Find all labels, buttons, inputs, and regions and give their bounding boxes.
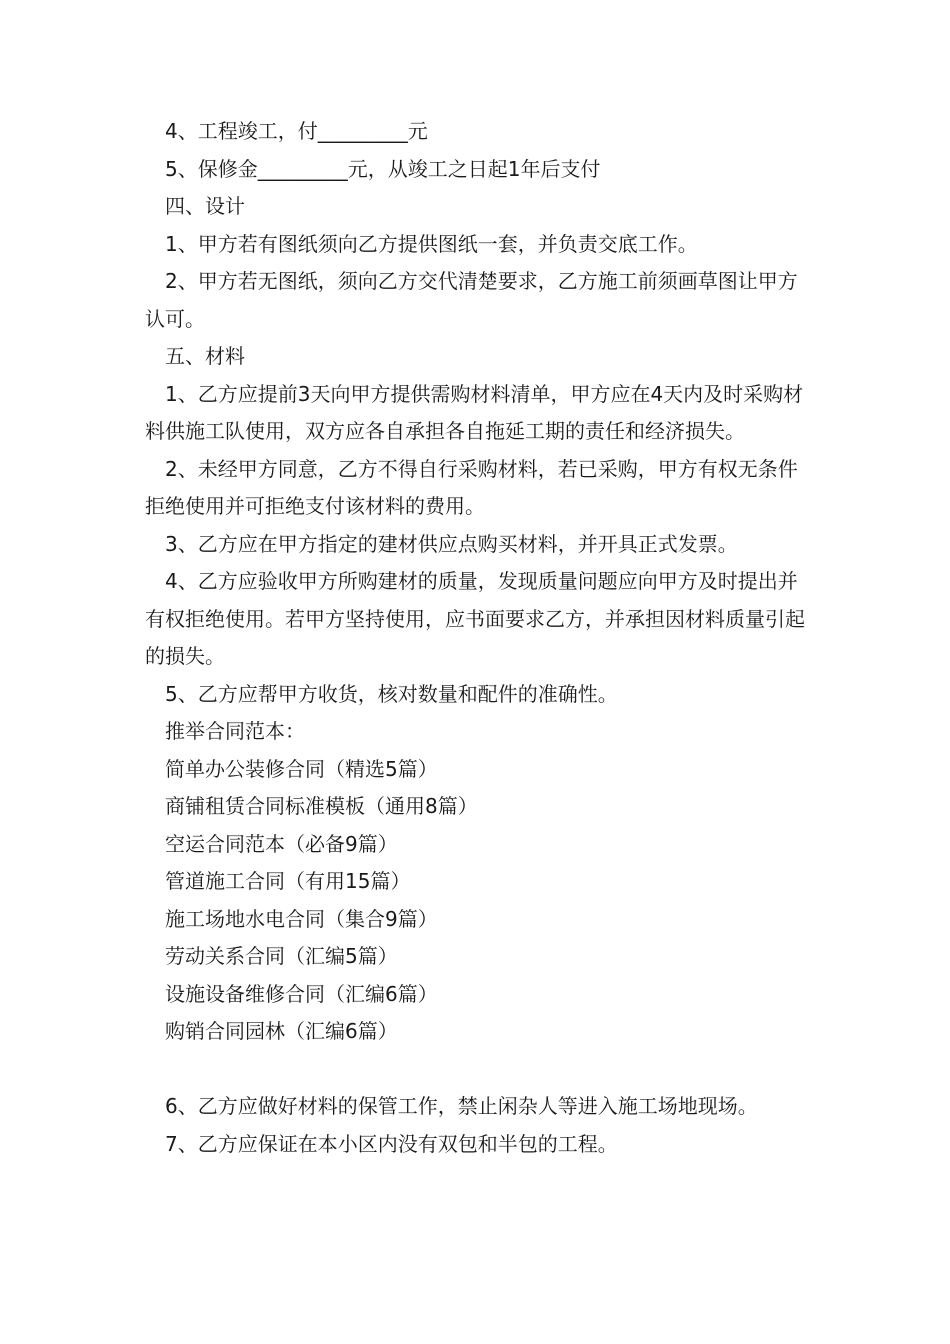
document-body [145,113,815,1163]
clause-4-completion-payment: 4、工程竣工，付_________元 [165,119,428,143]
recommended-template-link[interactable]: 劳动关系合同（汇编5篇） [165,944,398,968]
section-heading-design: 四、设计 [165,194,245,218]
materials-clause-4: 4、乙方应验收甲方所购建材的质量，发现质量问题应向甲方及时提出并有权拒绝使用。若甲方坚持使用，应书面要求乙方，并承担因材料质量引起的损失。 [145,569,805,668]
clause-5-warranty-deposit: 5、保修金_________元，从竣工之日起1年后支付 [165,156,601,181]
recommended-template-link[interactable]: 设施设备维修合同（汇编6篇） [165,981,438,1006]
recommended-template-link[interactable]: 简单办公装修合同（精选5篇） [165,756,438,781]
design-clause-1: 1、甲方若有图纸须向乙方提供图纸一套，并负责交底工作。 [165,231,698,256]
materials-clause-5: 5、乙方应帮甲方收货，核对数量和配件的准确性。 [165,681,618,706]
recommended-template-link[interactable]: 施工场地水电合同（集合9篇） [165,906,438,931]
recommended-template-link[interactable]: 商铺租赁合同标准模板（通用8篇） [165,794,478,818]
design-clause-2: 2、甲方若无图纸，须向乙方交代清楚要求，乙方施工前须画草图让甲方认可。 [145,269,798,331]
materials-clause-2: 2、未经甲方同意，乙方不得自行采购材料，若已采购，甲方有权无条件拒绝使用并可拒绝支付该材料的费用。 [145,456,798,518]
materials-clause-3: 3、乙方应在甲方指定的建材供应点购买材料，并开具正式发票。 [165,531,738,556]
section-heading-materials: 五、材料 [165,344,245,368]
materials-clause-6: 6、乙方应做好材料的保管工作，禁止闲杂人等进入施工场地现场。 [165,1094,758,1118]
materials-clause-7: 7、乙方应保证在本小区内没有双包和半包的工程。 [165,1131,618,1156]
recommended-templates-heading: 推举合同范本： [165,719,305,743]
materials-clause-1: 1、乙方应提前3天向甲方提供需购材料清单，甲方应在4天内及时采购材料供施工队使用，双方应各自承担各自拖延工期的责任和经济损失。 [145,381,804,443]
paragraph-spacer [145,1051,815,1089]
recommended-template-link[interactable]: 空运合同范本（必备9篇） [165,831,398,856]
recommended-template-link[interactable]: 管道施工合同（有用15篇） [165,869,411,893]
recommended-template-link[interactable]: 购销合同园林（汇编6篇） [165,1019,398,1043]
